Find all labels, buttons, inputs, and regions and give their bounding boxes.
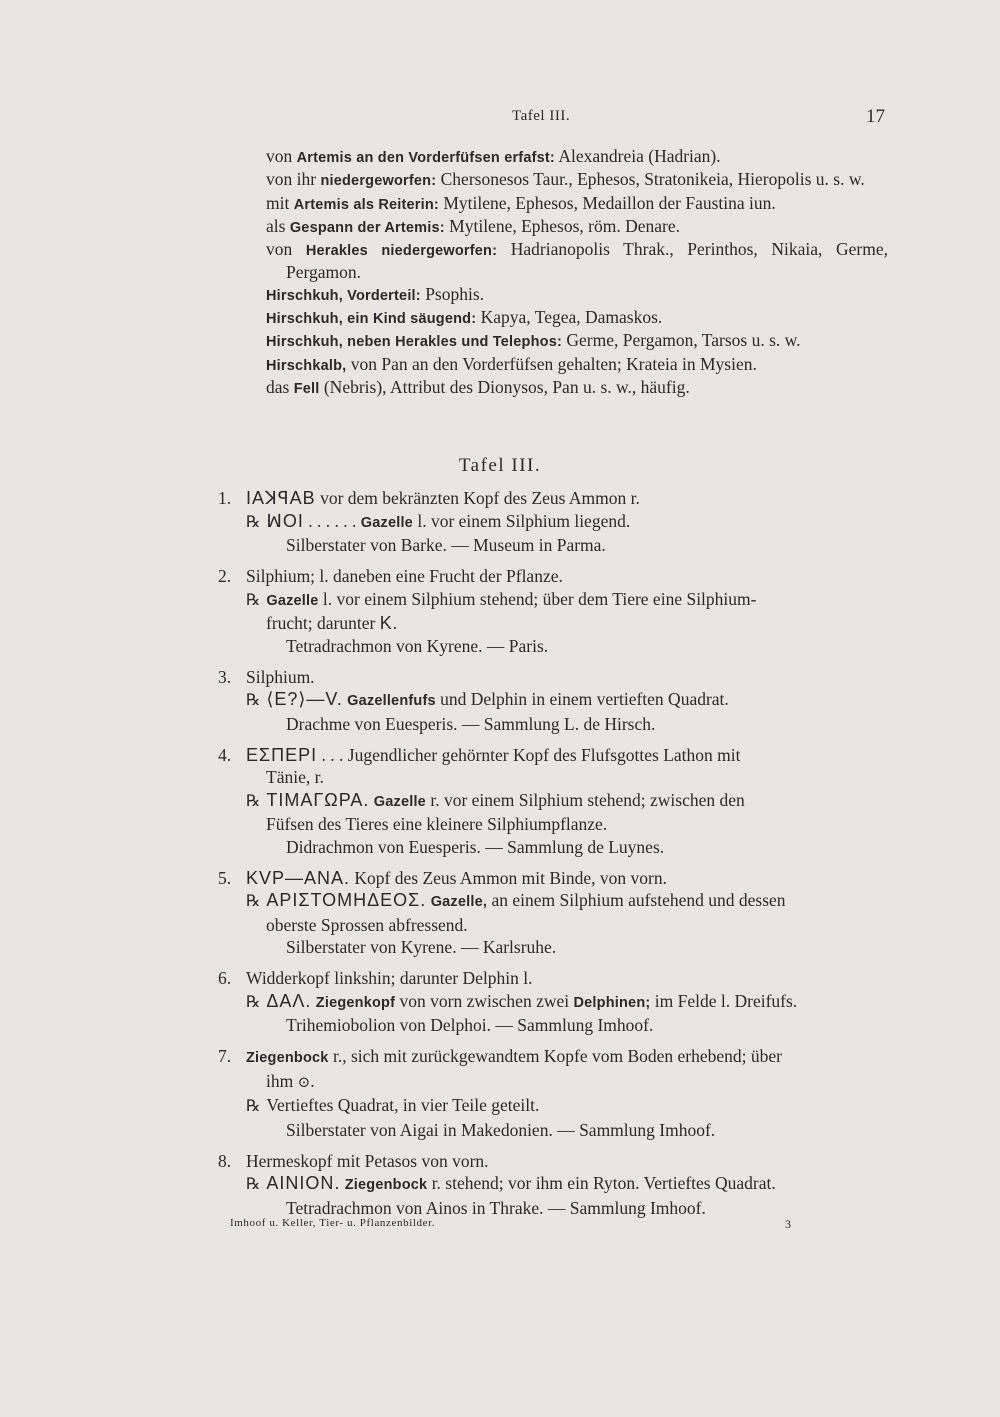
entry-number: 2. [218,566,232,586]
obverse-inscription: KVP—ANA. [246,867,351,888]
plate-entry-5 [218,867,888,959]
plate-entry-6: 6. Widderkopf linkshin; darunter Delphin l. ℞ ΔAΛ. Ziegenkopf von vorn zwischen zwei Delphinen; im Felde l. Dreifufs. Trihemiobolion von Delphoi. — Sammlung Imhoof. [218,967,888,1037]
reverse-animal: Ziegenkopf [315,994,396,1011]
reverse-inscription: AINION. [266,1173,341,1193]
reverse-sign: ℞ [246,591,261,609]
intro-item: als Gespann der Artemis: Mytilene, Ephesos, röm. Denare. [266,215,680,236]
reverse-description: Vertieftes Quadrat, in vier Teile geteilt. [266,1095,540,1115]
reverse-description-cont: oberste Sprossen abfressend. [266,914,468,935]
entry-number: 3. [218,666,232,687]
obverse-inscription: IAꓘꟼAB [246,488,316,508]
reverse-description-cont: Füfsen des Tieres eine kleinere Silphiumpflanze. [266,814,608,834]
reverse-description: r. stehend; vor ihm ein Ryton. Vertieftes Quadrat. [427,1173,776,1193]
obverse-description: Hermeskopf mit Petasos von vorn. [246,1150,489,1171]
entry-number: 4. [218,744,232,765]
reverse-inscription: APIΣTOMHΔEOΣ. [266,890,427,910]
coin-source: Silberstater von Kyrene. — Karlsruhe. [286,937,557,957]
intro-item: von ihr niedergeworfen: Chersonesos Taur., Ephesos, Stratonikeia, Hieropolis u. s. w. [266,169,865,190]
running-header-title: Tafel III. [512,108,571,124]
reverse-description: und Delphin in einem vertieften Quadrat. [435,689,729,709]
intro-item: das Fell (Nebris), Attribut des Dionysos, Pan u. s. w., häufig. [266,376,690,397]
page-number: 17 [866,106,885,127]
obverse-description: Kopf des Zeus Ammon mit Binde, von vorn. [350,867,667,888]
coin-source: Drachme von Euesperis. — Sammlung L. de Hirsch. [286,713,656,734]
entry-number: 7. [218,1046,232,1066]
reverse-animal: Ziegenbock [344,1177,428,1193]
plate-entry-1: 1. IAꓘꟼAB vor dem bekränzten Kopf des Zeus Ammon r. ℞ ꟽOI . . . . . . Gazelle l. vor einem Silphium liegend. Silberstater von Barke. — Museum in Parma. [218,487,888,557]
reverse-description: r. vor einem Silphium stehend; zwischen den [425,789,745,810]
reverse-description: an einem Silphium aufstehend und dessen [487,890,786,910]
reverse-sign: ℞ [246,1098,261,1115]
obverse-description: Widderkopf linkshin; darunter Delphin l. [246,968,533,988]
plate-entries [218,487,888,1228]
intro-item: Hirschkuh, ein Kind säugend: Kapya, Tegea, Damaskos. [266,307,663,328]
intro-item: Hirschkuh, neben Herakles und Telephos: Germe, Pergamon, Tarsos u. s. w. [266,330,801,351]
obverse-description: . . . Jugendlicher gehörnter Kopf des Flufsgottes Lathon mit [317,744,741,765]
coin-source: Didrachmon von Euesperis. — Sammlung de Luynes. [286,836,665,857]
plate-entry-3 [218,666,888,736]
plate-entry-7: 7. Ziegenbock r., sich mit zurückgewandtem Kopfe vom Boden erhebend; über ihm ⊙. ℞ Vertieftes Quadrat, in vier Teile geteilt. Silberstater von Aigai in Makedonien. — Sammlung Imhoof. [218,1045,888,1141]
reverse-inscription: ⟨E?⟩—V. [266,689,343,709]
entry-number: 6. [218,968,232,988]
coin-source: Silberstater von Barke. — Museum in Parma. [286,535,606,555]
plate-entry-4 [218,744,888,859]
reverse-sign: ℞ [246,692,261,709]
coin-source: Tetradrachmon von Kyrene. — Paris. [286,635,549,656]
intro-list [266,146,888,400]
intro-item: von Artemis an den Vorderfüfsen erfafst: Alexandreia (Hadrian). [266,146,721,166]
entry-number: 1. [218,488,232,508]
reverse-animal: Gazellenfufs [347,693,436,709]
reverse-animal: Gazelle, [430,894,488,910]
obverse-description: vor dem bekränzten Kopf des Zeus Ammon r. [315,488,640,508]
footer-signature-line: Imhoof u. Keller, Tier- u. Pflanzenbilder. [230,1217,436,1229]
reverse-sign: ℞ [246,893,261,910]
obverse-animal: Ziegenbock [246,1050,329,1066]
entry-number: 5. [218,867,232,888]
reverse-animal: Gazelle [266,592,319,609]
intro-item: Hirschkalb, von Pan an den Vorderfüfsen gehalten; Krateia in Mysien. [266,353,757,374]
reverse-letter: K [379,613,393,633]
reverse-sign: ℞ [246,1176,261,1193]
reverse-inscription: ꟽOI [266,510,304,531]
footer-signature-mark: 3 [785,1217,791,1231]
coin-source: Silberstater von Aigai in Makedonien. — Sammlung Imhoof. [286,1119,716,1140]
reverse-inscription: TIMAΓΩPA. [266,789,370,810]
reverse-description: l. vor einem Silphium stehend; über dem Tiere eine Silphium- [318,588,757,609]
reverse-inscription: ΔAΛ. [266,990,312,1011]
reverse-animal-2: Delphinen; [573,994,651,1011]
coin-source: Tetradrachmon von Ainos in Thrake. — Sammlung Imhoof. [286,1197,706,1218]
intro-item: von Herakles niedergeworfen: Hadrianopolis Thrak., Perinthos, Nikaia, Germe, Pergamon. [266,239,888,283]
reverse-sign: ℞ [246,792,261,810]
reverse-animal: Gazelle [360,514,413,531]
section-title: Tafel III. [458,455,542,476]
reverse-sign: ℞ [246,993,261,1011]
coin-source: Trihemiobolion von Delphoi. — Sammlung Imhoof. [286,1015,654,1035]
reverse-description: l. vor einem Silphium liegend. [412,510,631,531]
dotted-circle-symbol: ⊙ [297,1074,311,1091]
plate-entry-8 [218,1150,888,1220]
obverse-inscription: EΣΠEPI [246,744,318,765]
obverse-description: Silphium. [246,666,315,687]
entry-number: 8. [218,1150,232,1171]
obverse-description-cont: Tänie, r. [266,767,324,787]
intro-item: mit Artemis als Reiterin: Mytilene, Ephesos, Medaillon der Faustina iun. [266,192,776,213]
obverse-description: r., sich mit zurückgewandtem Kopfe vom Boden erhebend; über [328,1046,782,1066]
intro-item: Hirschkuh, Vorderteil: Psophis. [266,283,485,304]
obverse-description: Silphium; l. daneben eine Frucht der Pflanze. [246,566,563,586]
plate-entry-2: 2. Silphium; l. daneben eine Frucht der Pflanze. ℞ Gazelle l. vor einem Silphium stehend; über dem Tiere eine Silphium- frucht; darunter K. Tetradrachmon von Kyrene. — Paris. [218,565,888,657]
reverse-sign: ℞ [246,513,261,531]
reverse-animal: Gazelle [373,793,426,810]
